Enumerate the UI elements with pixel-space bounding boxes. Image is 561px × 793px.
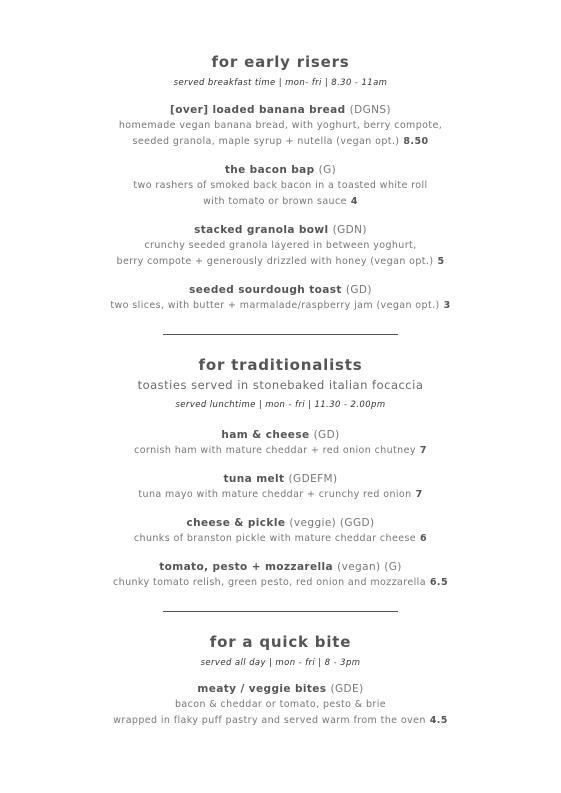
section-heading-traditionalists: for traditionalists xyxy=(198,356,363,374)
item-title xyxy=(0,427,561,443)
item-price: 6.5 xyxy=(429,577,448,588)
served-info-all-day: served all day | mon - fri | 8 - 3pm xyxy=(200,658,361,668)
item-description: chunks of branston pickle with mature cheddar cheese xyxy=(133,533,417,544)
served-info-breakfast: served breakfast time | mon- fri | 8.30 - 11am xyxy=(173,78,388,88)
item-description: two slices, with butter + marmalade/raspberry jam (vegan opt.) xyxy=(110,300,440,311)
served-info-lunch: served lunchtime | mon - fri | 11.30 - 2.00pm xyxy=(175,400,386,410)
item-title xyxy=(0,681,561,697)
section-heading-quick-bite: for a quick bite xyxy=(209,633,352,651)
menu-item-banana-bread xyxy=(0,102,561,150)
item-title xyxy=(0,471,561,487)
item-name: ham & cheese xyxy=(221,429,310,441)
item-name: the bacon bap xyxy=(224,164,315,176)
item-title xyxy=(0,162,561,178)
item-price: 3 xyxy=(443,300,451,311)
item-title xyxy=(0,282,561,298)
item-title xyxy=(0,559,561,575)
section-heading-early-risers: for early risers xyxy=(211,53,350,71)
item-tags: (GDN) xyxy=(332,224,367,236)
menu-item-ham-cheese xyxy=(0,427,561,459)
item-tags: (DGNS) xyxy=(349,104,391,116)
item-title xyxy=(0,102,561,118)
item-tags: (GD) xyxy=(345,284,372,296)
item-price: 4 xyxy=(350,196,358,207)
item-price: 5 xyxy=(437,256,445,267)
menu-item-sourdough-toast xyxy=(0,282,561,314)
section-divider xyxy=(163,611,398,612)
item-title xyxy=(0,515,561,531)
menu-item-cheese-pickle xyxy=(0,515,561,547)
item-price: 7 xyxy=(419,445,427,456)
item-tags: (veggie) (GGD) xyxy=(289,517,375,529)
section-divider xyxy=(163,334,398,335)
item-description: with tomato or brown sauce xyxy=(203,196,347,207)
item-description: berry compote + generously drizzled with honey (vegan opt.) xyxy=(116,256,434,267)
item-name: cheese & pickle xyxy=(186,517,286,529)
item-name: tomato, pesto + mozzarella xyxy=(159,561,334,573)
item-price: 6 xyxy=(420,533,428,544)
item-tags: (GD) xyxy=(313,429,340,441)
item-tags: (GDE) xyxy=(330,683,364,695)
item-name: seeded sourdough toast xyxy=(189,284,342,296)
section-subtitle: toasties served in stonebaked italian focaccia xyxy=(137,378,424,392)
item-name: stacked granola bowl xyxy=(194,224,329,236)
item-description: wrapped in flaky puff pastry and served warm from the oven xyxy=(113,715,426,726)
item-name: [over] loaded banana bread xyxy=(170,104,346,116)
item-description: cornish ham with mature cheddar + red onion chutney xyxy=(134,445,416,456)
item-description: crunchy seeded granola layered in between yoghurt, xyxy=(144,240,417,251)
item-tags: (G) xyxy=(318,164,337,176)
item-description: two rashers of smoked back bacon in a toasted white roll xyxy=(133,180,428,191)
item-description: chunky tomato relish, green pesto, red onion and mozzarella xyxy=(113,577,426,588)
menu-item-granola-bowl xyxy=(0,222,561,270)
item-title xyxy=(0,222,561,238)
item-name: meaty / veggie bites xyxy=(197,683,327,695)
item-name: tuna melt xyxy=(223,473,285,485)
item-price: 7 xyxy=(415,489,423,500)
item-tags: (vegan) (G) xyxy=(337,561,402,573)
item-description: tuna mayo with mature cheddar + crunchy red onion xyxy=(138,489,412,500)
menu-item-bacon-bap xyxy=(0,162,561,210)
menu-item-tuna-melt xyxy=(0,471,561,503)
menu-item-meaty-veggie-bites xyxy=(0,681,561,729)
item-description: homemade vegan banana bread, with yoghurt, berry compote, xyxy=(118,120,443,131)
menu-item-tomato-pesto-mozzarella xyxy=(0,559,561,591)
item-description: bacon & cheddar or tomato, pesto & brie xyxy=(174,699,386,710)
item-price: 8.50 xyxy=(403,136,429,147)
item-price: 4.5 xyxy=(429,715,448,726)
item-tags: (GDEFM) xyxy=(288,473,338,485)
item-description: seeded granola, maple syrup + nutella (vegan opt.) xyxy=(132,136,400,147)
